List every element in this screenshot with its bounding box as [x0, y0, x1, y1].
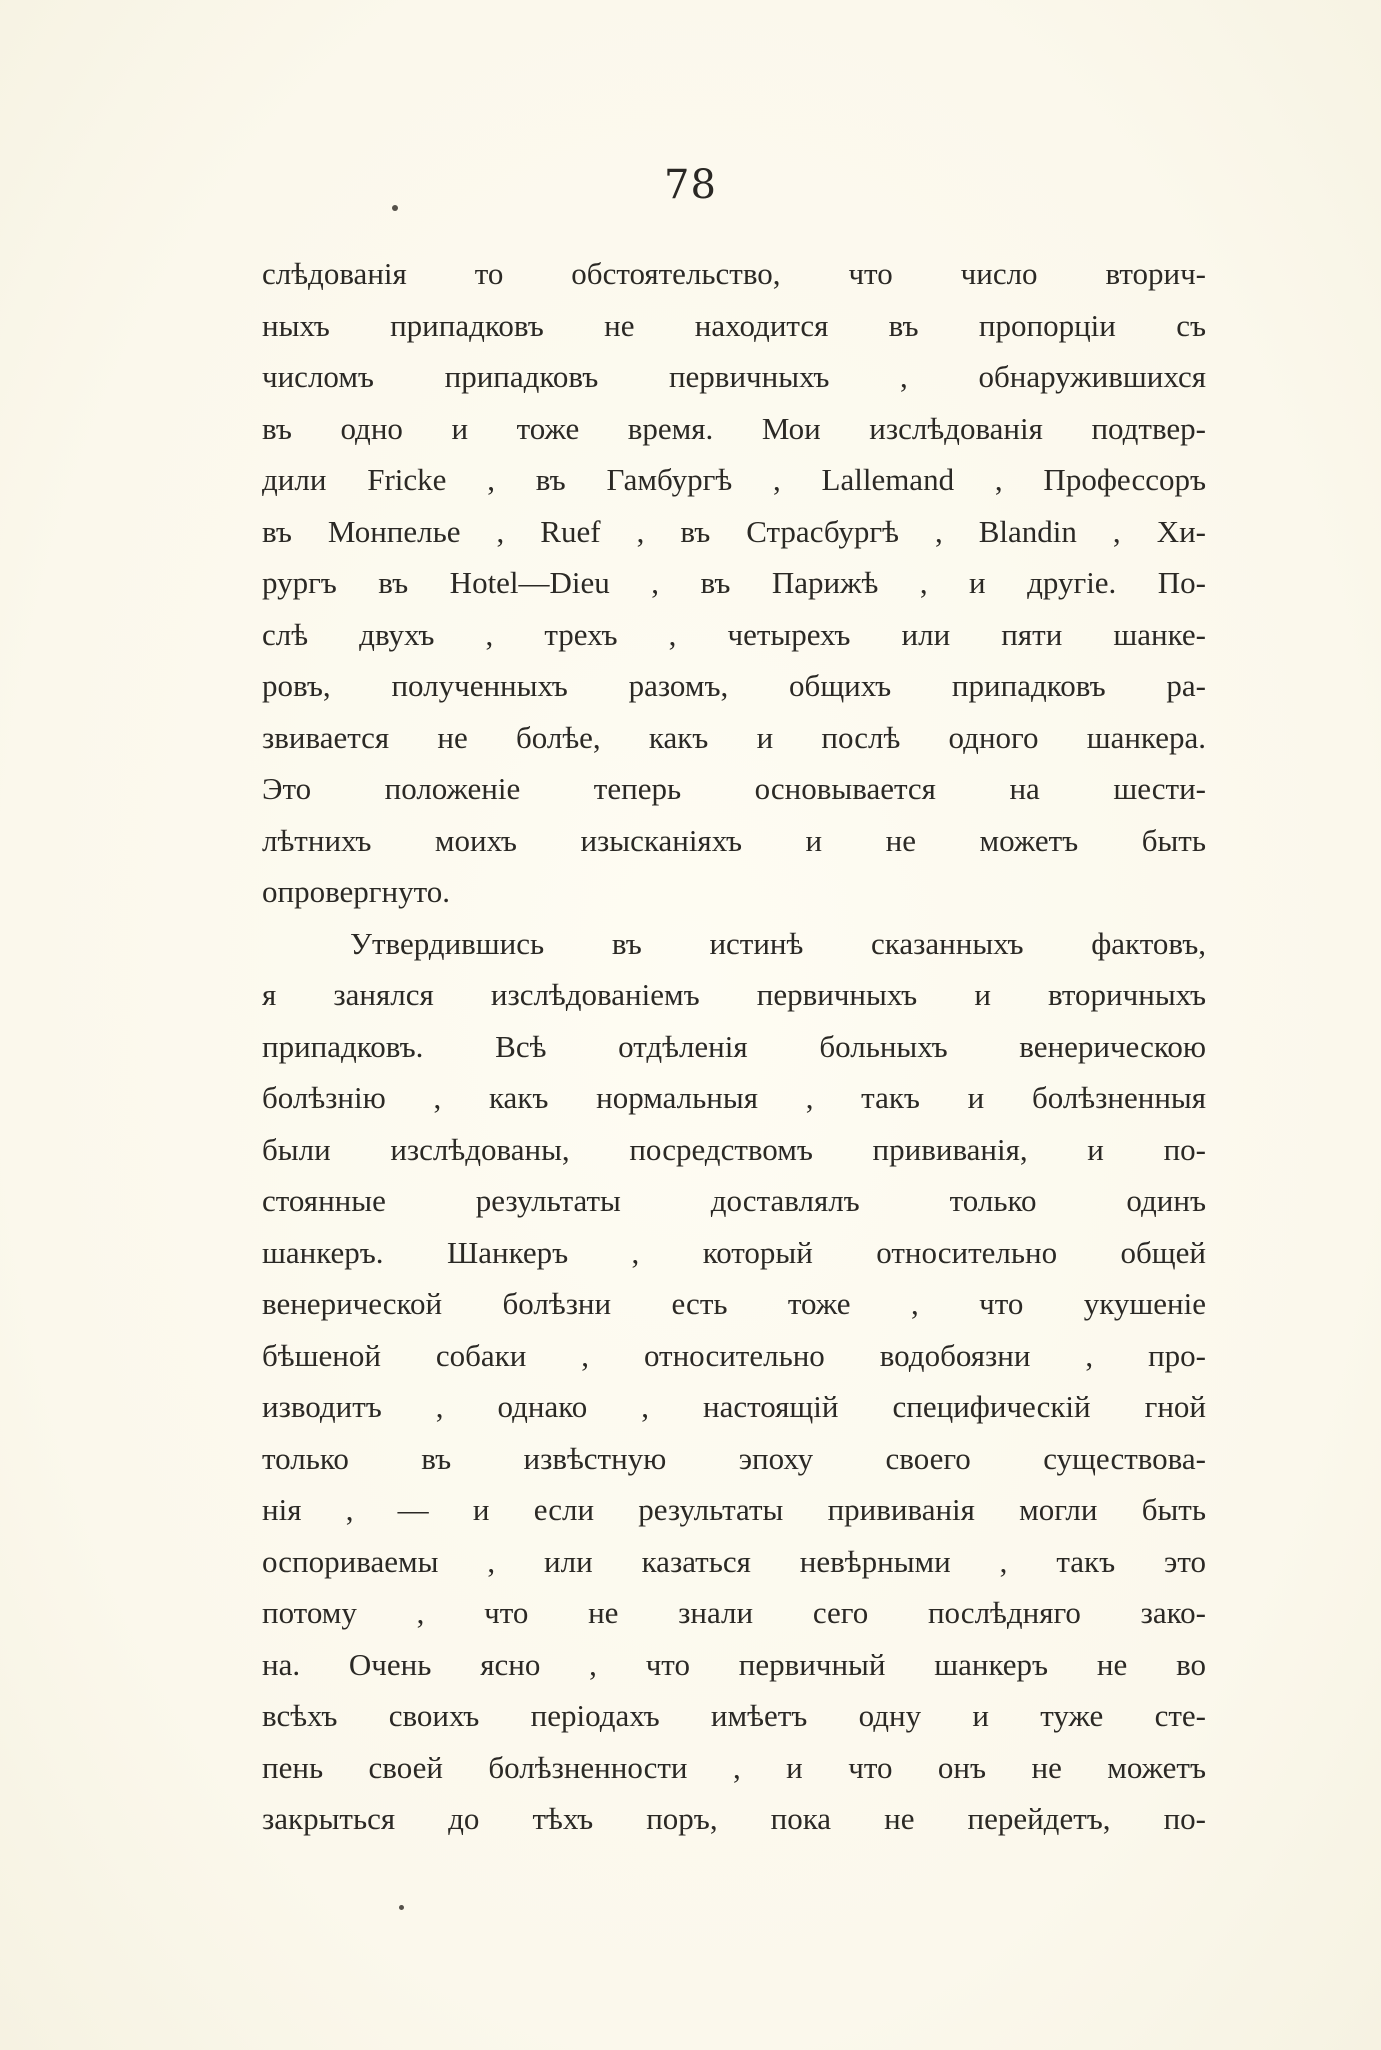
text-line: слѣдованія то обстоятельство, что число вторич-: [262, 256, 1206, 291]
text-line: числомъ припадковъ первичныхъ , обнаружившихся: [262, 359, 1206, 394]
text-line: оспориваемы , или казаться невѣрными , такъ это: [262, 1543, 1206, 1579]
text-line: нія , — и если результаты прививанія могли быть: [262, 1492, 1206, 1527]
text-line: закрыться до тѣхъ поръ, пока не перейдетъ, по-: [262, 1801, 1206, 1836]
text-line: только въ извѣстную эпоху своего существова-: [262, 1440, 1206, 1476]
text-line: опровергнуто.: [262, 874, 450, 909]
text-line: рургъ въ Hotel—Dieu , въ Парижѣ , и другіе. По-: [262, 565, 1206, 600]
text-line: были изслѣдованы, посредствомъ прививанія, и по-: [262, 1131, 1206, 1167]
text-line: бѣшеной собаки , относительно водобоязни , про-: [262, 1337, 1206, 1373]
text-line: всѣхъ своихъ періодахъ имѣетъ одну и туже сте-: [262, 1698, 1206, 1733]
text-line: на. Очень ясно , что первичный шанкеръ не во: [262, 1646, 1206, 1682]
text-line: Это положеніе теперь основывается на шести-: [262, 771, 1206, 806]
text-line: стоянные результаты доставлялъ только одинъ: [262, 1183, 1206, 1218]
ink-speck: [392, 205, 398, 211]
text-line: потому , что не знали сего послѣдняго зако-: [262, 1595, 1206, 1630]
text-line: я занялся изслѣдованіемъ первичныхъ и вторичныхъ: [262, 977, 1206, 1012]
text-line: въ Монпелье , Ruef , въ Страсбургѣ , Blandin , Хи-: [262, 513, 1206, 549]
text-line: въ одно и тоже время. Мои изслѣдованія подтвер-: [262, 410, 1206, 446]
text-line: ровъ, полученныхъ разомъ, общихъ припадковъ ра-: [262, 668, 1206, 703]
text-line: звивается не болѣе, какъ и послѣ одного шанкера.: [262, 719, 1206, 755]
text-line: слѣ двухъ , трехъ , четырехъ или пяти шанке-: [262, 616, 1206, 652]
text-line: пень своей болѣзненности , и что онъ не можетъ: [262, 1749, 1206, 1785]
text-line: изводитъ , однако , настоящій специфическій гной: [262, 1389, 1206, 1424]
text-line: припадковъ. Всѣ отдѣленія больныхъ венерическою: [262, 1028, 1206, 1064]
text-line: Утвердившись въ истинѣ сказанныхъ фактовъ,: [350, 925, 1206, 961]
text-line: ныхъ припадковъ не находится въ пропорціи съ: [262, 307, 1206, 343]
body-text: [262, 248, 1206, 1845]
text-line: лѣтнихъ моихъ изысканіяхъ и не можетъ быть: [262, 822, 1206, 858]
ink-speck: [399, 1905, 404, 1910]
text-line: болѣзнію , какъ нормальныя , такъ и болѣзненныя: [262, 1080, 1206, 1115]
text-line: шанкеръ. Шанкеръ , который относительно общей: [262, 1234, 1206, 1270]
text-line: венерической болѣзни есть тоже , что укушеніе: [262, 1286, 1206, 1321]
page-number: 78: [664, 162, 717, 208]
text-line: дили Fricke , въ Гамбургѣ , Lallemand , Профессоръ: [262, 462, 1206, 497]
